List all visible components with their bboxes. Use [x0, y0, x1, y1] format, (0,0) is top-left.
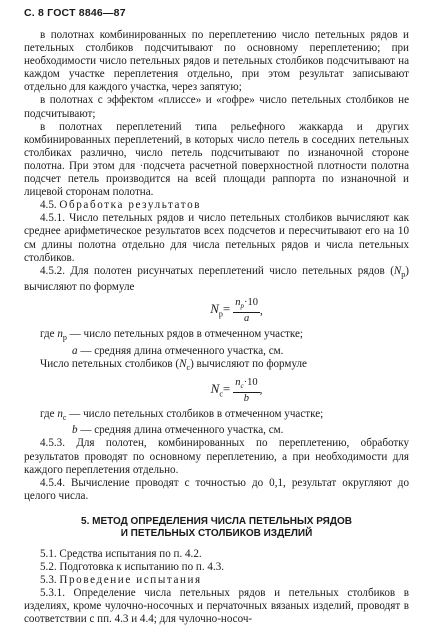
subsection-heading-5-3: 5.3. Проведение испытания — [40, 574, 202, 587]
fraction-numerator: $n_р\cdot 10$ — [233, 297, 260, 313]
formula-explanation: где $n_с$ — число петельных столбиков в отмеченном участке; — [40, 408, 324, 423]
paragraph: в полотнах с эффектом «плиссе» и «гофре» число петельных столбиков не подсчитывают; — [24, 94, 409, 120]
formula-columns — [64, 377, 409, 405]
subsection-heading-4-5 — [24, 199, 409, 212]
paragraph-5-2: 5.2. Подготовка к испытанию по п. 4.3. — [40, 560, 225, 573]
paragraph: в полотнах комбинированных по переплетению число петельных рядов и петельных столбиков подсчитывают по основному переплетению; при необходимости число петельных рядов и петельных столбиков подсчитывают на каждом участке переплетения отдельно, при этом результат записывают отдельно для каждого участка, через запятую; — [24, 29, 409, 94]
heading-number: 4.5. — [40, 199, 57, 212]
fraction-numerator: $n_с\cdot 10$ — [233, 377, 259, 393]
formula-fraction — [233, 297, 260, 325]
paragraph: Число петельных столбиков $(N_с)$ вычисляют по формуле — [40, 357, 307, 372]
document-body — [24, 29, 409, 626]
formula-fraction — [233, 377, 259, 405]
heading-text: Обработка результатов — [59, 199, 202, 212]
formula-explanation: где $n_р$ — число петельных рядов в отмеченном участке; — [40, 328, 303, 343]
formula-explanation: b — средняя длина отмеченного участка, см. — [72, 424, 284, 437]
page-header: С. 8 ГОСТ 8846—87 — [24, 7, 126, 19]
paragraph: в полотнах переплетений типа рельефного жаккарда и других комбинированных переплетений, в которых число петель в соседних петельных столбиках различно, число петель подсчитывают по изнаночной стороне полотна. При этом для ·подсчета расчетной поверхностной плотности полотна подсчет петель производится на всей площади раппорта по изнаночной и лицевой сторонам полотна. — [24, 120, 409, 199]
paragraph-5-3-1: 5.3.1. Определение числа петельных рядов и петельных столбиков в изделиях, кроме чулочно-носочных и перчаточных вязаных изделий, проводят в соответствии с пп. 4.3 и 4.4; для чулочно-носоч- — [24, 587, 409, 626]
formula-explanation: a — средняя длина отмеченного участка, см. — [72, 344, 284, 357]
formula-lhs: $N_р=$ — [210, 300, 231, 319]
fraction-denominator: b — [243, 393, 250, 404]
paragraph-4-5-2: 4.5.2. Для полотен рисунчатых переплетений число петельных рядов $(N_р)$ вычисляют по формуле — [24, 264, 409, 293]
formula-lhs: $N_с=$ — [210, 380, 231, 399]
formula-comma: , — [259, 304, 263, 317]
paragraph-4-5-4: 4.5.4. Вычисление проводят с точностью до 0,1, результат округляют до целого числа. — [24, 476, 409, 502]
formula-comma: , — [259, 384, 263, 397]
formula-rows — [64, 297, 409, 325]
paragraph-4-5-3: 4.5.3. Для полотен, комбинированных по переплетению, обработку результатов проводят по основному переплетению, а при необходимости для каждого переплетения отдельно. — [24, 437, 409, 476]
paragraph-5-1: 5.1. Средства испытания по п. 4.2. — [40, 547, 202, 560]
fraction-denominator: a — [243, 313, 250, 325]
section-heading-5: 5. МЕТОД ОПРЕДЕЛЕНИЯ ЧИСЛА ПЕТЕЛЬНЫХ РЯДОВ И ПЕТЕЛЬНЫХ СТОЛБИКОВ ИЗДЕЛИЙ — [81, 515, 352, 540]
paragraph-4-5-1: 4.5.1. Число петельных рядов и число петельных столбиков вычисляют как среднее арифметическое результатов всех подсчетов и пересчитывают его на 10 см длины полотна отдельно для числа петельных рядов и числа петельных столбиков. — [24, 212, 409, 264]
